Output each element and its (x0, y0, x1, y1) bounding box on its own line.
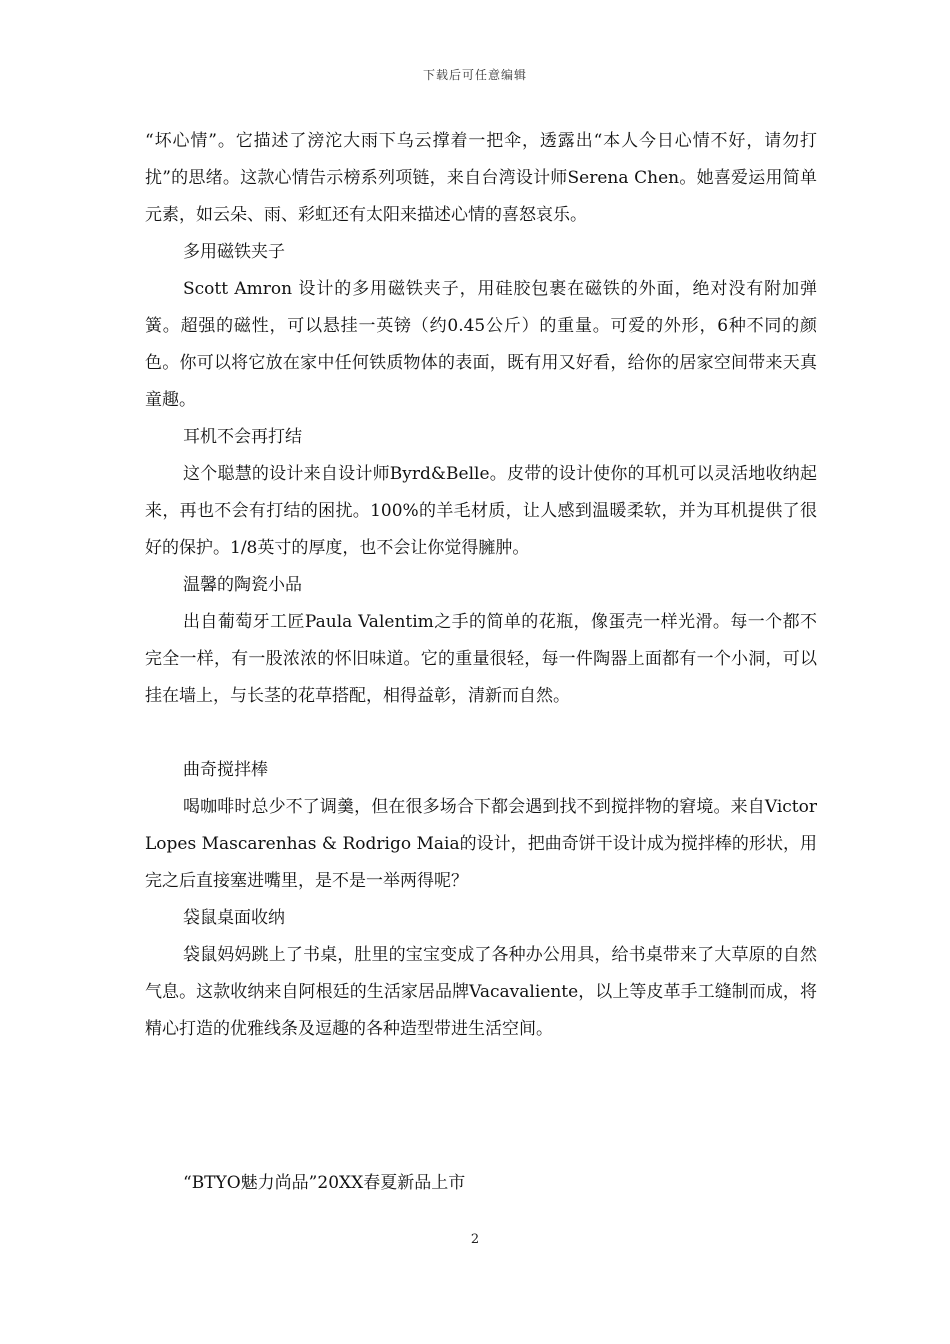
paragraph-magnet-clip: Scott Amron 设计的多用磁铁夹子，用硅胶包裹在磁铁的外面，绝对没有附加弹簧。超强的磁性，可以悬挂一英镑（约0.45公斤）的重量。可爱的外形，6种不同的颜色。你可以将它放在家中任何铁质物体的表面，既有用又好看，给你的居家空间带来天真童趣。 (145, 279, 817, 410)
paragraph-cookie-stirrer: 喝咖啡时总少不了调羹，但在很多场合下都会遇到找不到搅拌物的窘境。来自Victor Lopes Mascarenhas & Rodrigo Maia的设计，把曲奇饼干设计成为搅拌棒的形状，用完之后直接塞进嘴里，是不是一举两得呢？ (145, 797, 817, 891)
section-heading-magnet-clip: 多用磁铁夹子 (183, 242, 285, 262)
blank-line (145, 715, 817, 752)
paragraph-earphone: 这个聪慧的设计来自设计师Byrd&Belle。皮带的设计使你的耳机可以灵活地收纳起来，再也不会有打结的困扰。100%的羊毛材质，让人感到温暖柔软，并为耳机提供了很好的保护。1/8英寸的厚度，也不会让你觉得臃肿。 (145, 464, 817, 558)
page-header: 下载后可任意编辑 (422, 68, 527, 82)
paragraph-kangaroo: 袋鼠妈妈跳上了书桌，肚里的宝宝变成了各种办公用具，给书桌带来了大草原的自然气息。这款收纳来自阿根廷的生活家居品牌Vacavaliente，以上等皮革手工缝制而成，将精心打造的优雅线条及逗趣的各种造型带进生活空间。 (145, 945, 817, 1039)
document-body (145, 123, 817, 1048)
section-heading-kangaroo: 袋鼠桌面收纳 (183, 908, 285, 928)
section-heading-cookie-stirrer: 曲奇搅拌棒 (183, 760, 268, 780)
section-heading-ceramic: 温馨的陶瓷小品 (183, 575, 302, 595)
paragraph-ceramic: 出自葡萄牙工匠Paula Valentim之手的简单的花瓶，像蛋壳一样光滑。每一个都不完全一样，有一股浓浓的怀旧味道。它的重量很轻，每一件陶器上面都有一个小洞，可以挂在墙上，与长茎的花草搭配，相得益彰，清新而自然。 (145, 612, 817, 706)
closing-title: “BTYO魅力尚品”20XX春夏新品上市 (183, 1173, 466, 1193)
paragraph-bad-mood: “坏心情”。它描述了滂沱大雨下乌云撑着一把伞，透露出“本人今日心情不好，请勿打扰”的思绪。这款心情告示榜系列项链，来自台湾设计师Serena Chen。她喜爱运用简单元素，如云朵、雨、彩虹还有太阳来描述心情的喜怒哀乐。 (145, 131, 817, 225)
page-number: 2 (470, 1232, 480, 1247)
section-heading-earphone: 耳机不会再打结 (183, 427, 302, 447)
